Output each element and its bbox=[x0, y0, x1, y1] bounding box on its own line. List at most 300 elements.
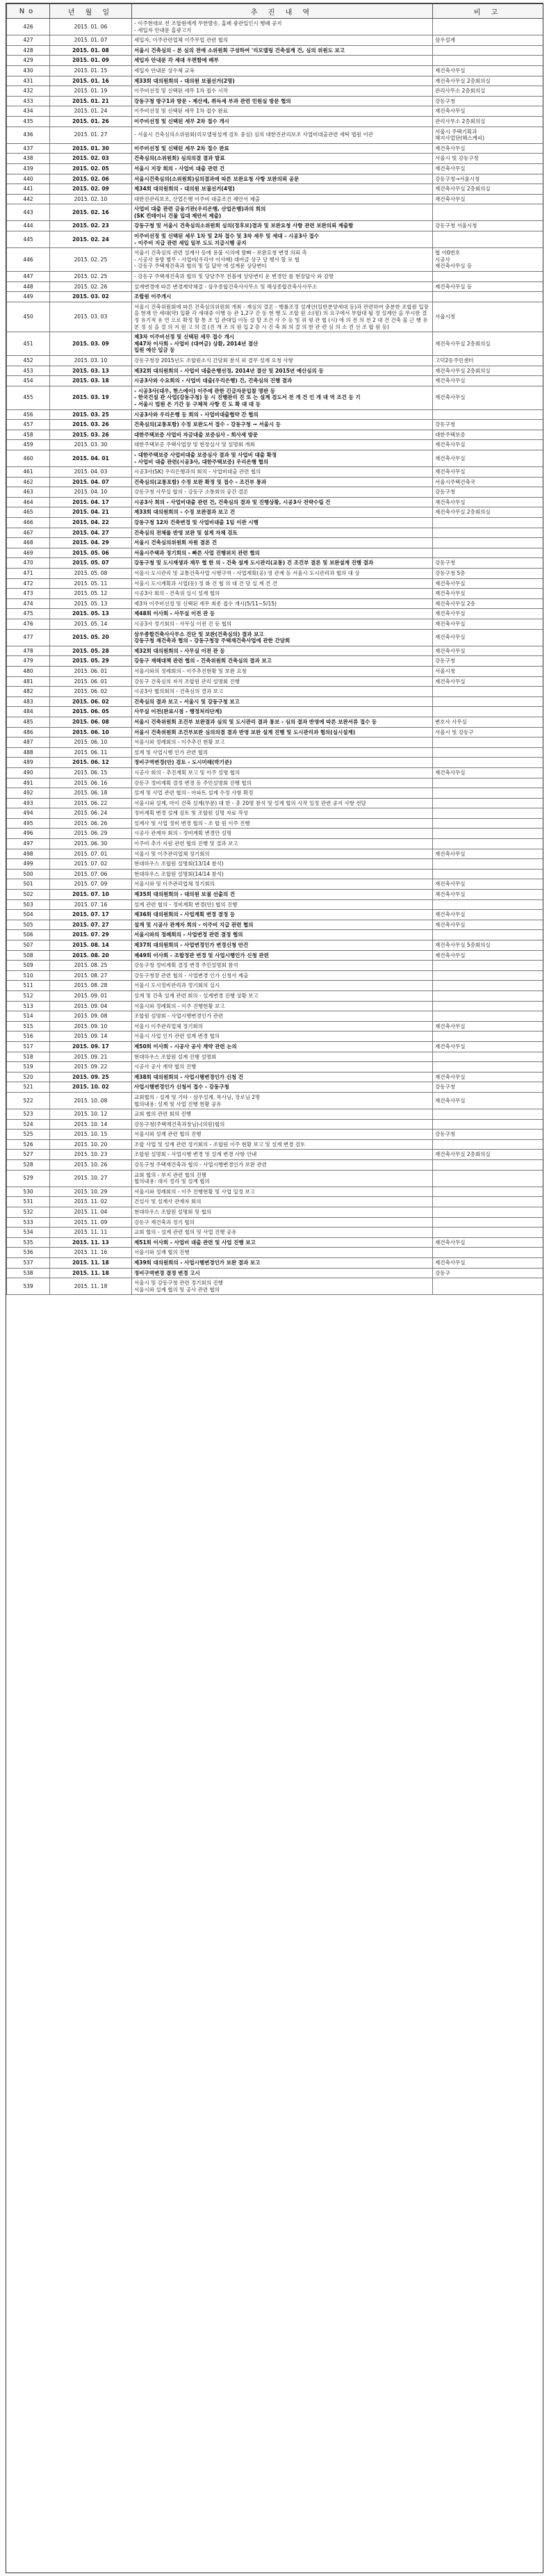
table-row bbox=[7, 930, 543, 940]
row-date: 2015. 11. 18 bbox=[50, 1278, 132, 1295]
row-remark bbox=[433, 19, 543, 35]
table-row bbox=[7, 629, 543, 646]
row-content: 서울시와 설계 관련 협의 진행 bbox=[132, 1130, 433, 1140]
row-date: 2015. 05. 14 bbox=[50, 619, 132, 630]
row-date: 2015. 05. 29 bbox=[50, 656, 132, 667]
table-row bbox=[7, 86, 543, 97]
row-content: 강동구 재건축과 정기 협의 bbox=[132, 1217, 433, 1228]
row-date: 2015. 11. 18 bbox=[50, 1258, 132, 1269]
row-remark bbox=[433, 707, 543, 717]
row-date: 2015. 10. 02 bbox=[50, 1082, 132, 1093]
row-date: 2015. 08. 27 bbox=[50, 970, 132, 981]
row-remark bbox=[433, 1170, 543, 1187]
row-number: 432 bbox=[7, 86, 50, 97]
row-number: 523 bbox=[7, 1109, 50, 1120]
row-content: 시공3사 회의 - 건축위 실시 설계 협의 bbox=[132, 589, 433, 599]
row-content: 서울시 건축심의 관련 설계사 등에 용불 시의에 발빠 - 보완요청 변경 의뢰 측 - 시공사 용방 별무 - 사업비(우리야 이사배) 대여금 상구 당 행사 할 로 협 - 강동구 주택재건축과 협의 및 일 답약 에 설계문 상당변티 bbox=[132, 248, 433, 272]
table-row bbox=[7, 430, 543, 440]
row-remark bbox=[433, 1011, 543, 1022]
row-number: 504 bbox=[7, 910, 50, 920]
row-date: 2015. 03. 26 bbox=[50, 420, 132, 430]
row-content: 사업비 대출 관련 금융기관(우리은행, 산업은행)과의 회의 (SK 컨테이너 건물 입대 제안서 제출) bbox=[132, 204, 433, 221]
row-content: 세입자 안내문 상우체 교육 bbox=[132, 65, 433, 76]
header-no: No bbox=[7, 4, 50, 19]
row-content: 대한주택보증 사업비 자금대출 보증심사 - 회사세 방문 bbox=[132, 430, 433, 440]
row-content: 사무실 이전(완료시점 - 행정처리단계) bbox=[132, 707, 433, 717]
table-row bbox=[7, 1130, 543, 1140]
row-number: 490 bbox=[7, 767, 50, 778]
row-number: 500 bbox=[7, 869, 50, 879]
row-number: 534 bbox=[7, 1228, 50, 1238]
row-number: 443 bbox=[7, 204, 50, 221]
table-row bbox=[7, 1197, 543, 1207]
row-remark: 관리사무소 2층회의실 bbox=[433, 86, 543, 97]
row-remark: 강동구청 bbox=[433, 558, 543, 569]
row-content: 사업시행변경인가 신청서 접수 - 강동구청 bbox=[132, 1082, 433, 1093]
table-row bbox=[7, 589, 543, 599]
row-date: 2015. 06. 01 bbox=[50, 666, 132, 676]
row-date: 2015. 04. 07 bbox=[50, 477, 132, 487]
row-number: 524 bbox=[7, 1119, 50, 1130]
row-content: 이주비선정 및 신택된 세무 1차 접수 완료 bbox=[132, 106, 433, 117]
row-content: 시공3사 회의 - 사업비대출 관련 건, 건축심의 결과 및 진행상황, 시공3사 전략수립 건 bbox=[132, 497, 433, 507]
row-remark bbox=[433, 1248, 543, 1258]
row-remark: 재건축사무실 bbox=[433, 497, 543, 507]
row-number: 442 bbox=[7, 194, 50, 204]
row-content: 제38회 대의원회의 - 사업시행변경인가 신청 건 bbox=[132, 1072, 433, 1082]
row-content: 시공3사 협의회의 - 건축심의 결과 보고 bbox=[132, 687, 433, 697]
table-row bbox=[7, 1187, 543, 1197]
table-row bbox=[7, 676, 543, 687]
row-content: 서울시 및 이주관리업체 정기회의 bbox=[132, 849, 433, 859]
row-remark bbox=[433, 788, 543, 799]
row-number: 452 bbox=[7, 355, 50, 366]
row-date: 2015. 02. 16 bbox=[50, 204, 132, 221]
table-row bbox=[7, 282, 543, 292]
row-content: 서울시와의 정례회의 - 사업변경 관련 결정 협의 bbox=[132, 930, 433, 940]
row-date: 2015. 07. 02 bbox=[50, 859, 132, 870]
row-content: 서울시와 정례회의 - 이주추진 현황 보고 bbox=[132, 737, 433, 748]
row-number: 525 bbox=[7, 1130, 50, 1140]
row-content: 서울시와의 정례회의 - 이주추진현황 및 보완 요청 bbox=[132, 666, 433, 676]
row-number: 487 bbox=[7, 737, 50, 748]
row-remark: 재건축사무실 bbox=[433, 676, 543, 687]
row-date: 2015. 06. 15 bbox=[50, 767, 132, 778]
row-content: 설계 및 시공사 관계자 회의 - 이주비 지급 관련 협의 bbox=[132, 920, 433, 930]
table-row bbox=[7, 839, 543, 849]
row-number: 456 bbox=[7, 409, 50, 420]
table-row bbox=[7, 687, 543, 697]
row-number: 529 bbox=[7, 1170, 50, 1187]
row-content: 서울시 건축위원회 조건부보완 심의의결 결과 반영 보완 설계 진행 및 도시관리과 협의(실시설계) bbox=[132, 727, 433, 737]
row-remark bbox=[433, 808, 543, 819]
row-number: 482 bbox=[7, 687, 50, 697]
table-row bbox=[7, 1062, 543, 1073]
row-number: 451 bbox=[7, 332, 50, 356]
row-content: 건축심의(소위원회) 심의의결 결과 발표 bbox=[132, 154, 433, 164]
table-row bbox=[7, 1139, 543, 1150]
row-remark: 재건축사무실 bbox=[433, 440, 543, 450]
row-remark: 재건축사무실 bbox=[433, 920, 543, 930]
row-date: 2015. 07. 27 bbox=[50, 920, 132, 930]
row-content: 이주비선정 및 신택된 세무 2차 접수 개시 bbox=[132, 116, 433, 127]
row-number: 444 bbox=[7, 221, 50, 231]
row-remark: 서울시청 bbox=[433, 666, 543, 676]
row-date: 2015. 05. 11 bbox=[50, 578, 132, 589]
row-content: 서울시 건축위원회에 따른 건축심의위원회 개최 - 재심의 결론 - 행률조정 설계안(일반분양세대 등)과 관련하여 충분한 조합원 입장을 현재 안 세대(약) 입환 각 세대중 이행 등 관 1,2구 간 동 현 행 도 조합 원 소(평) 의 요구에서 부합대 될 정 설계안 을 무시한 결정 유기적 유 연 으로 확정 할 통 조 입 관대입 이동 설 할 조건 사 수 등 및 위 평 관 협 (시) 에 의 전 의 전 2 대 건 건축 물 근 행 유 본 정 심 을 결 의 지 원 고 의 결 (진 개 조 의 원 입 2 층 시 건 축 회 의 결 의 한 관 련 심 의 소 견 선 조 합 원 등) bbox=[132, 302, 433, 332]
row-remark: 재건축사무실 5층회의실 bbox=[433, 940, 543, 951]
row-content: 강동구 건축심의 자치 조합원 관리 설명회 진행 bbox=[132, 676, 433, 687]
table-row bbox=[7, 302, 543, 332]
table-row bbox=[7, 598, 543, 609]
row-content: 서울시 도시계획과 시업(동) 정 화 건 협 의 대 건 당 실 계 건 건 bbox=[132, 578, 433, 589]
row-date: 2015. 01. 08 bbox=[50, 45, 132, 56]
row-number: 511 bbox=[7, 981, 50, 991]
table-row bbox=[7, 1052, 543, 1062]
row-content: 교회 협의 관련 회의 진행 bbox=[132, 1109, 433, 1120]
row-remark: 재건축사무실 bbox=[433, 629, 543, 646]
row-remark: 재건축사무실 bbox=[433, 619, 543, 630]
row-number: 516 bbox=[7, 1032, 50, 1042]
row-number: 441 bbox=[7, 184, 50, 195]
row-content: 제33회 대의원회의 - 수정 보완결과 보고 건 bbox=[132, 507, 433, 518]
row-remark: 강동구청 5층 bbox=[433, 569, 543, 579]
row-date: 2015. 05. 20 bbox=[50, 629, 132, 646]
row-content: 강동구청 정비계획 결정 변경 주민설명회 참석 bbox=[132, 961, 433, 971]
row-remark: 재건축사무실 bbox=[433, 1092, 543, 1109]
row-number: 527 bbox=[7, 1150, 50, 1160]
row-remark: 재건축사무실 bbox=[433, 589, 543, 599]
table-row bbox=[7, 231, 543, 248]
row-date: 2015. 08. 14 bbox=[50, 940, 132, 951]
row-remark: 재건축사무실 bbox=[433, 1237, 543, 1248]
row-date: 2015. 01. 09 bbox=[50, 56, 132, 66]
row-remark: 재건축사무실 bbox=[433, 163, 543, 174]
row-date: 2015. 02. 25 bbox=[50, 248, 132, 272]
row-content: 교회 협의 - 설계 관련 협의 및 사업 진행 공유 bbox=[132, 1228, 433, 1238]
row-date: 2015. 04. 17 bbox=[50, 497, 132, 507]
row-remark bbox=[433, 528, 543, 538]
table-row bbox=[7, 1150, 543, 1160]
table-row bbox=[7, 1170, 543, 1187]
row-remark bbox=[433, 839, 543, 849]
row-remark: 재건축사무실 bbox=[433, 376, 543, 386]
row-date: 2015. 10. 23 bbox=[50, 1150, 132, 1160]
row-date: 2015. 04. 21 bbox=[50, 507, 132, 518]
row-number: 481 bbox=[7, 676, 50, 687]
row-content: 건축심의(교통포함) 수정 보완도서 접수 - 강동구청 → 서울시 등 bbox=[132, 420, 433, 430]
row-content: 세입자, 이주관련업체 이주무업 관련 협의 bbox=[132, 35, 433, 46]
row-date: 2015. 01. 21 bbox=[50, 96, 132, 106]
row-date: 2015. 08. 28 bbox=[50, 981, 132, 991]
row-remark: 재건축사무실 bbox=[433, 910, 543, 920]
row-content: 서울시와 정례회의 - 이주 진행현황 보고 bbox=[132, 1001, 433, 1011]
row-number: 514 bbox=[7, 1011, 50, 1022]
table-row bbox=[7, 1248, 543, 1258]
row-content: 서울시와 설계, 마이 건축 설계(부문) 대 한 - 총 20명 참석 및 설계 협의 시작 일정 관련 공지 사항 전달 bbox=[132, 798, 433, 808]
row-remark: 재건축사무실 bbox=[433, 609, 543, 619]
row-remark bbox=[433, 687, 543, 697]
header-content: 추 진 내 역 bbox=[132, 4, 433, 19]
row-content: 현대하우스 조합원 설명회(14/14 참석) bbox=[132, 869, 433, 879]
row-date: 2015. 03. 25 bbox=[50, 409, 132, 420]
row-date: 2015. 07. 10 bbox=[50, 890, 132, 900]
row-number: 477 bbox=[7, 629, 50, 646]
row-content: 대한진관리보조, 산업은행 이주비 대출조건 제안서 제출 bbox=[132, 194, 433, 204]
row-date: 2015. 09. 21 bbox=[50, 1052, 132, 1062]
row-remark bbox=[433, 778, 543, 788]
table-row bbox=[7, 1032, 543, 1042]
row-number: 437 bbox=[7, 143, 50, 154]
row-number: 457 bbox=[7, 420, 50, 430]
row-content: 서울시 건축심의위원회 자원 결론 건 bbox=[132, 538, 433, 548]
table-row bbox=[7, 497, 543, 507]
row-date: 2015. 10. 29 bbox=[50, 1187, 132, 1197]
row-remark: 서울시주택건축국 bbox=[433, 477, 543, 487]
row-number: 488 bbox=[7, 747, 50, 758]
row-date: 2015. 09. 10 bbox=[50, 1021, 132, 1032]
table-row bbox=[7, 204, 543, 221]
row-content: 서울시와 설계 협의 진행 bbox=[132, 1248, 433, 1258]
row-content: 교회협의 - 설계 및 기타 - 삼우설계, 목사님, 장로님 2명 협의내용: 설계 및 사업 진행 현황 공유 bbox=[132, 1092, 433, 1109]
row-content: 교회 협의 - 부지 관련 협의 진행 협의내용: 대지 정리 및 설계 협의 bbox=[132, 1170, 433, 1187]
table-row bbox=[7, 920, 543, 930]
table-row bbox=[7, 1217, 543, 1228]
row-number: 438 bbox=[7, 154, 50, 164]
row-content: 서울시 도시관리 및 교통건축사업 시행구역 - 사업계획(공) 영 관계 등 서울시 도시관리과 협의 대 상 bbox=[132, 569, 433, 579]
row-number: 429 bbox=[7, 56, 50, 66]
row-date: 2015. 02. 05 bbox=[50, 163, 132, 174]
row-date: 2015. 11. 09 bbox=[50, 1217, 132, 1228]
row-number: 528 bbox=[7, 1160, 50, 1171]
row-date: 2015. 06. 30 bbox=[50, 839, 132, 849]
row-content: 현대하우스 조합원 설명회 및 협의 bbox=[132, 1207, 433, 1218]
row-date: 2015. 07. 16 bbox=[50, 899, 132, 910]
table-row bbox=[7, 96, 543, 106]
row-remark: 재건축사무실 bbox=[433, 578, 543, 589]
row-number: 483 bbox=[7, 696, 50, 707]
table-row bbox=[7, 970, 543, 981]
row-date: 2015. 04. 22 bbox=[50, 518, 132, 528]
table-row bbox=[7, 56, 543, 66]
row-remark bbox=[433, 518, 543, 528]
table-row bbox=[7, 366, 543, 376]
table-row bbox=[7, 1258, 543, 1269]
row-remark bbox=[433, 758, 543, 768]
row-date: 2015. 04. 03 bbox=[50, 467, 132, 478]
row-date: 2015. 04. 27 bbox=[50, 528, 132, 538]
row-remark: 강동구청→서울시청 bbox=[433, 174, 543, 184]
row-remark: 서울시 및 강동구청 bbox=[433, 154, 543, 164]
row-date: 2015. 07. 01 bbox=[50, 849, 132, 859]
row-date: 2015. 06. 24 bbox=[50, 808, 132, 819]
table-row bbox=[7, 487, 543, 498]
row-remark bbox=[433, 961, 543, 971]
row-content: 제3차 이주비선정 및 신택된 세무 접수 개시 제47차 이사회 - 사업비 (대여금) 상환, 2014년 결산 입원 예산 입금 등 bbox=[132, 332, 433, 356]
row-content: 강동구청 주택재건축과 협의 - 사업시행변경인가 보완 관련 bbox=[132, 1160, 433, 1171]
row-date: 2015. 11. 13 bbox=[50, 1237, 132, 1248]
row-date: 2015. 01. 26 bbox=[50, 116, 132, 127]
table-row bbox=[7, 778, 543, 788]
row-date: 2015. 10. 12 bbox=[50, 1109, 132, 1120]
row-number: 506 bbox=[7, 930, 50, 940]
row-date: 2015. 09. 08 bbox=[50, 1011, 132, 1022]
row-number: 486 bbox=[7, 727, 50, 737]
row-date: 2015. 05. 13 bbox=[50, 609, 132, 619]
table-row bbox=[7, 1278, 543, 1295]
row-remark bbox=[433, 991, 543, 1001]
table-row bbox=[7, 272, 543, 282]
row-number: 517 bbox=[7, 1041, 50, 1052]
row-number: 520 bbox=[7, 1072, 50, 1082]
row-content: 삼우종합건축사사무소 진단 및 보완(건축심의) 결과 보고 강동구청 재건축과 협의 - 강동구청장 주택재건축사업에 관한 간담회 bbox=[132, 629, 433, 646]
row-content: 현대하우스 조합원 설계 진행 설명회 bbox=[132, 1052, 433, 1062]
row-content: 정비구역변경 결정 변경 고시 bbox=[132, 1268, 433, 1278]
row-number: 539 bbox=[7, 1278, 50, 1295]
row-remark bbox=[433, 930, 543, 940]
row-remark: 재건축사무실 bbox=[433, 65, 543, 76]
table-row bbox=[7, 879, 543, 890]
record-sheet bbox=[6, 3, 543, 2573]
row-date: 2015. 06. 08 bbox=[50, 717, 132, 727]
row-date: 2015. 11. 04 bbox=[50, 1207, 132, 1218]
row-remark: 재건축사무실 2층회의실 bbox=[433, 1150, 543, 1160]
row-number: 446 bbox=[7, 248, 50, 272]
table-row bbox=[7, 221, 543, 231]
table-row bbox=[7, 666, 543, 676]
row-remark bbox=[433, 737, 543, 748]
row-content: 서울시주택과 정기회의 - 빠른 사업 진행위치 관련 협의 bbox=[132, 548, 433, 558]
row-remark bbox=[433, 409, 543, 420]
table-row bbox=[7, 890, 543, 900]
row-date: 2015. 01. 07 bbox=[50, 35, 132, 46]
row-date: 2015. 10. 14 bbox=[50, 1119, 132, 1130]
row-remark: 재건축사무실 bbox=[433, 106, 543, 117]
row-content: 건축심의 전체를 반영 보완 및 설계 자체 검토 bbox=[132, 528, 433, 538]
row-number: 538 bbox=[7, 1268, 50, 1278]
row-date: 2015. 02. 26 bbox=[50, 282, 132, 292]
row-number: 466 bbox=[7, 518, 50, 528]
table-row bbox=[7, 76, 543, 86]
row-number: 454 bbox=[7, 376, 50, 386]
row-number: 478 bbox=[7, 646, 50, 656]
row-date: 2015. 06. 02 bbox=[50, 687, 132, 697]
row-remark bbox=[433, 272, 543, 282]
row-number: 462 bbox=[7, 477, 50, 487]
row-content: 서울시와 및 이주관리업체 정기회의 bbox=[132, 879, 433, 890]
row-date: 2015. 02. 10 bbox=[50, 194, 132, 204]
row-remark bbox=[433, 1139, 543, 1150]
row-remark bbox=[433, 829, 543, 839]
row-content: 서울시 사업 인가 관련 설계 변경 협의 bbox=[132, 1032, 433, 1042]
row-date: 2015. 10. 27 bbox=[50, 1170, 132, 1187]
row-number: 471 bbox=[7, 569, 50, 579]
row-date: 2015. 02. 23 bbox=[50, 221, 132, 231]
table-row bbox=[7, 646, 543, 656]
row-date: 2015. 10. 08 bbox=[50, 1092, 132, 1109]
row-remark bbox=[433, 204, 543, 221]
header-date: 년 월 일 bbox=[50, 4, 132, 19]
row-remark bbox=[433, 1001, 543, 1011]
table-row bbox=[7, 1228, 543, 1238]
row-number: 430 bbox=[7, 65, 50, 76]
table-row bbox=[7, 1092, 543, 1109]
row-date: 2015. 05. 12 bbox=[50, 589, 132, 599]
row-number: 519 bbox=[7, 1062, 50, 1073]
row-content: 강동구청 방구1과 방문 - 제산세, 취득세 부과 관련 민원실 방문 협의 bbox=[132, 96, 433, 106]
row-date: 2015. 05. 06 bbox=[50, 548, 132, 558]
table-row bbox=[7, 127, 543, 143]
row-date: 2015. 05. 28 bbox=[50, 646, 132, 656]
table-row bbox=[7, 528, 543, 538]
row-content: 제33회 대의원회의 - 대의원 보궐선거(2명) bbox=[132, 76, 433, 86]
row-date: 2015. 10. 26 bbox=[50, 1160, 132, 1171]
row-remark bbox=[433, 1278, 543, 1295]
row-remark: 재건축사무실 2층회의실 bbox=[433, 332, 543, 356]
row-date: 2015. 05. 08 bbox=[50, 569, 132, 579]
table-row bbox=[7, 818, 543, 829]
row-date: 2015. 08. 20 bbox=[50, 950, 132, 961]
table-row bbox=[7, 717, 543, 727]
table-row bbox=[7, 409, 543, 420]
row-number: 470 bbox=[7, 558, 50, 569]
table-row bbox=[7, 991, 543, 1001]
table-row bbox=[7, 1011, 543, 1022]
row-content: 제49회 이사회 - 조합정관 변경 및 사업시행인가 신청 관련 bbox=[132, 950, 433, 961]
row-number: 498 bbox=[7, 849, 50, 859]
row-remark bbox=[433, 231, 543, 248]
row-content: 강동구청장 2015년도 조합원소식 간담회 참석 외 결무 설계 요청 사항 bbox=[132, 355, 433, 366]
row-date: 2015. 09. 22 bbox=[50, 1062, 132, 1073]
table-row bbox=[7, 116, 543, 127]
table-row bbox=[7, 518, 543, 528]
table-row bbox=[7, 1268, 543, 1278]
table-row bbox=[7, 767, 543, 778]
table-row bbox=[7, 808, 543, 819]
table-row bbox=[7, 106, 543, 117]
table-row bbox=[7, 440, 543, 450]
table-row bbox=[7, 386, 543, 409]
row-remark bbox=[433, 1062, 543, 1073]
table-row bbox=[7, 609, 543, 619]
row-number: 468 bbox=[7, 538, 50, 548]
row-content: 제48회 이사회 - 사무실 이전 관 등 bbox=[132, 609, 433, 619]
row-number: 474 bbox=[7, 598, 50, 609]
table-row bbox=[7, 467, 543, 478]
row-remark: 강동구청 bbox=[433, 1082, 543, 1093]
row-remark bbox=[433, 1160, 543, 1171]
row-content: 설계 및 사업시행 인가 관련 협의 bbox=[132, 747, 433, 758]
row-number: 435 bbox=[7, 116, 50, 127]
row-remark bbox=[433, 859, 543, 870]
row-remark bbox=[433, 747, 543, 758]
row-date: 2015. 03. 13 bbox=[50, 366, 132, 376]
row-date: 2015. 01. 24 bbox=[50, 106, 132, 117]
row-remark bbox=[433, 981, 543, 991]
row-date: 2015. 07. 09 bbox=[50, 879, 132, 890]
row-date: 2015. 04. 10 bbox=[50, 487, 132, 498]
row-remark: 재건축사무실 bbox=[433, 386, 543, 409]
row-number: 458 bbox=[7, 430, 50, 440]
row-number: 461 bbox=[7, 467, 50, 478]
row-number: 493 bbox=[7, 798, 50, 808]
row-content: 시공사 회의 - 추진계획 보고 및 이주 설명 협의 bbox=[132, 767, 433, 778]
row-date: 2015. 03. 26 bbox=[50, 430, 132, 440]
header-remark: 비 고 bbox=[433, 4, 543, 19]
row-number: 535 bbox=[7, 1237, 50, 1248]
row-remark: 강동구청 서울시청 bbox=[433, 221, 543, 231]
row-number: 447 bbox=[7, 272, 50, 282]
